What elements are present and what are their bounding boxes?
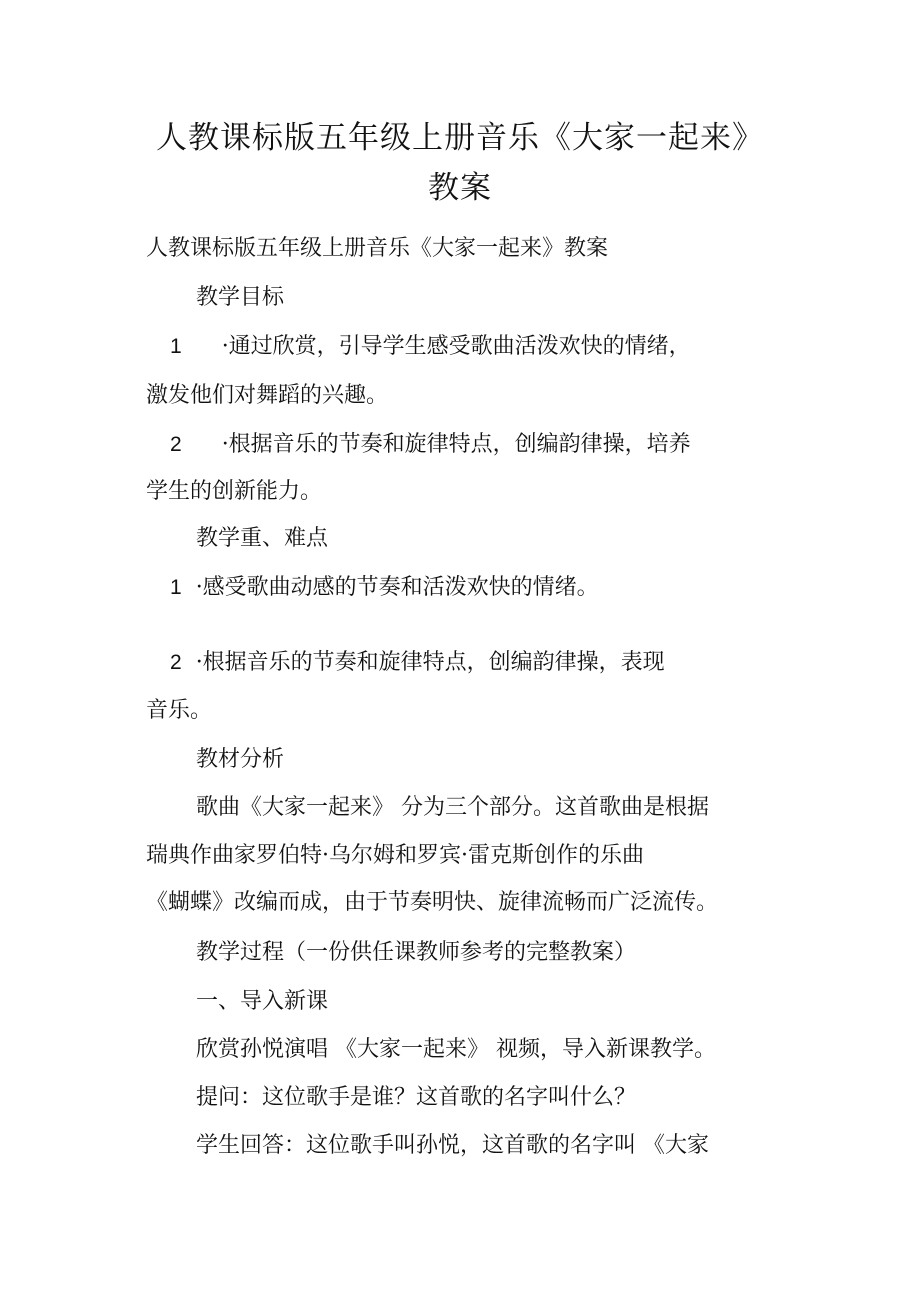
goal-item-2-continuation: 学生的创新能力。 — [146, 479, 323, 504]
step-1-paragraph-2: 提问：这位歌手是谁？这首歌的名字叫什么？ — [196, 1085, 637, 1110]
goal-item-2-number: 2 — [170, 433, 182, 456]
goal-item-2 — [170, 427, 691, 458]
step-1-heading: 一、导入新课 — [196, 989, 329, 1014]
heading-teaching-process: 教学过程（一份供任课教师参考的完整教案） — [196, 940, 637, 965]
document-subtitle: 人教课标版五年级上册音乐《大家一起来》教案 — [146, 236, 609, 261]
material-paragraph-line-1: 歌曲《大家一起来》 分为三个部分。这首歌曲是根据 — [196, 795, 709, 820]
key-point-2-text: ·根据音乐的节奏和旋律特点，创编韵律操，表现 — [195, 650, 665, 675]
key-point-2 — [170, 645, 665, 676]
step-1-paragraph-1: 欣赏孙悦演唱 《大家一起来》 视频，导入新课教学。 — [196, 1037, 716, 1062]
key-point-2-number: 2 — [170, 651, 182, 674]
document-title-line-2: 教案 — [428, 170, 492, 206]
document-title-line-1: 人教课标版五年级上册音乐《大家一起来》 — [156, 120, 764, 156]
heading-material-analysis: 教材分析 — [196, 747, 285, 772]
heading-key-points: 教学重、难点 — [196, 526, 329, 551]
key-point-1-text: ·感受歌曲动感的节奏和活泼欢快的情绪。 — [195, 575, 599, 600]
goal-item-1-continuation: 激发他们对舞蹈的兴趣。 — [146, 383, 389, 408]
goal-item-1 — [170, 329, 691, 360]
key-point-2-continuation: 音乐。 — [146, 698, 213, 723]
key-point-1 — [170, 570, 599, 601]
step-1-paragraph-3: 学生回答：这位歌手叫孙悦，这首歌的名字叫 《大家 — [196, 1133, 709, 1158]
goal-item-2-text: ·根据音乐的节奏和旋律特点，创编韵律操，培养 — [221, 432, 691, 457]
goal-item-1-text: ·通过欣赏，引导学生感受歌曲活泼欢快的情绪， — [221, 334, 691, 359]
material-paragraph-line-2: 瑞典作曲家罗伯特·乌尔姆和罗宾·雷克斯创作的乐曲 — [146, 843, 644, 868]
heading-teaching-goals: 教学目标 — [196, 285, 285, 310]
goal-item-1-number: 1 — [170, 335, 182, 358]
key-point-1-number: 1 — [170, 576, 182, 599]
material-paragraph-line-3: 《蝴蝶》改编而成，由于节奏明快、旋律流畅而广泛流传。 — [146, 890, 719, 915]
